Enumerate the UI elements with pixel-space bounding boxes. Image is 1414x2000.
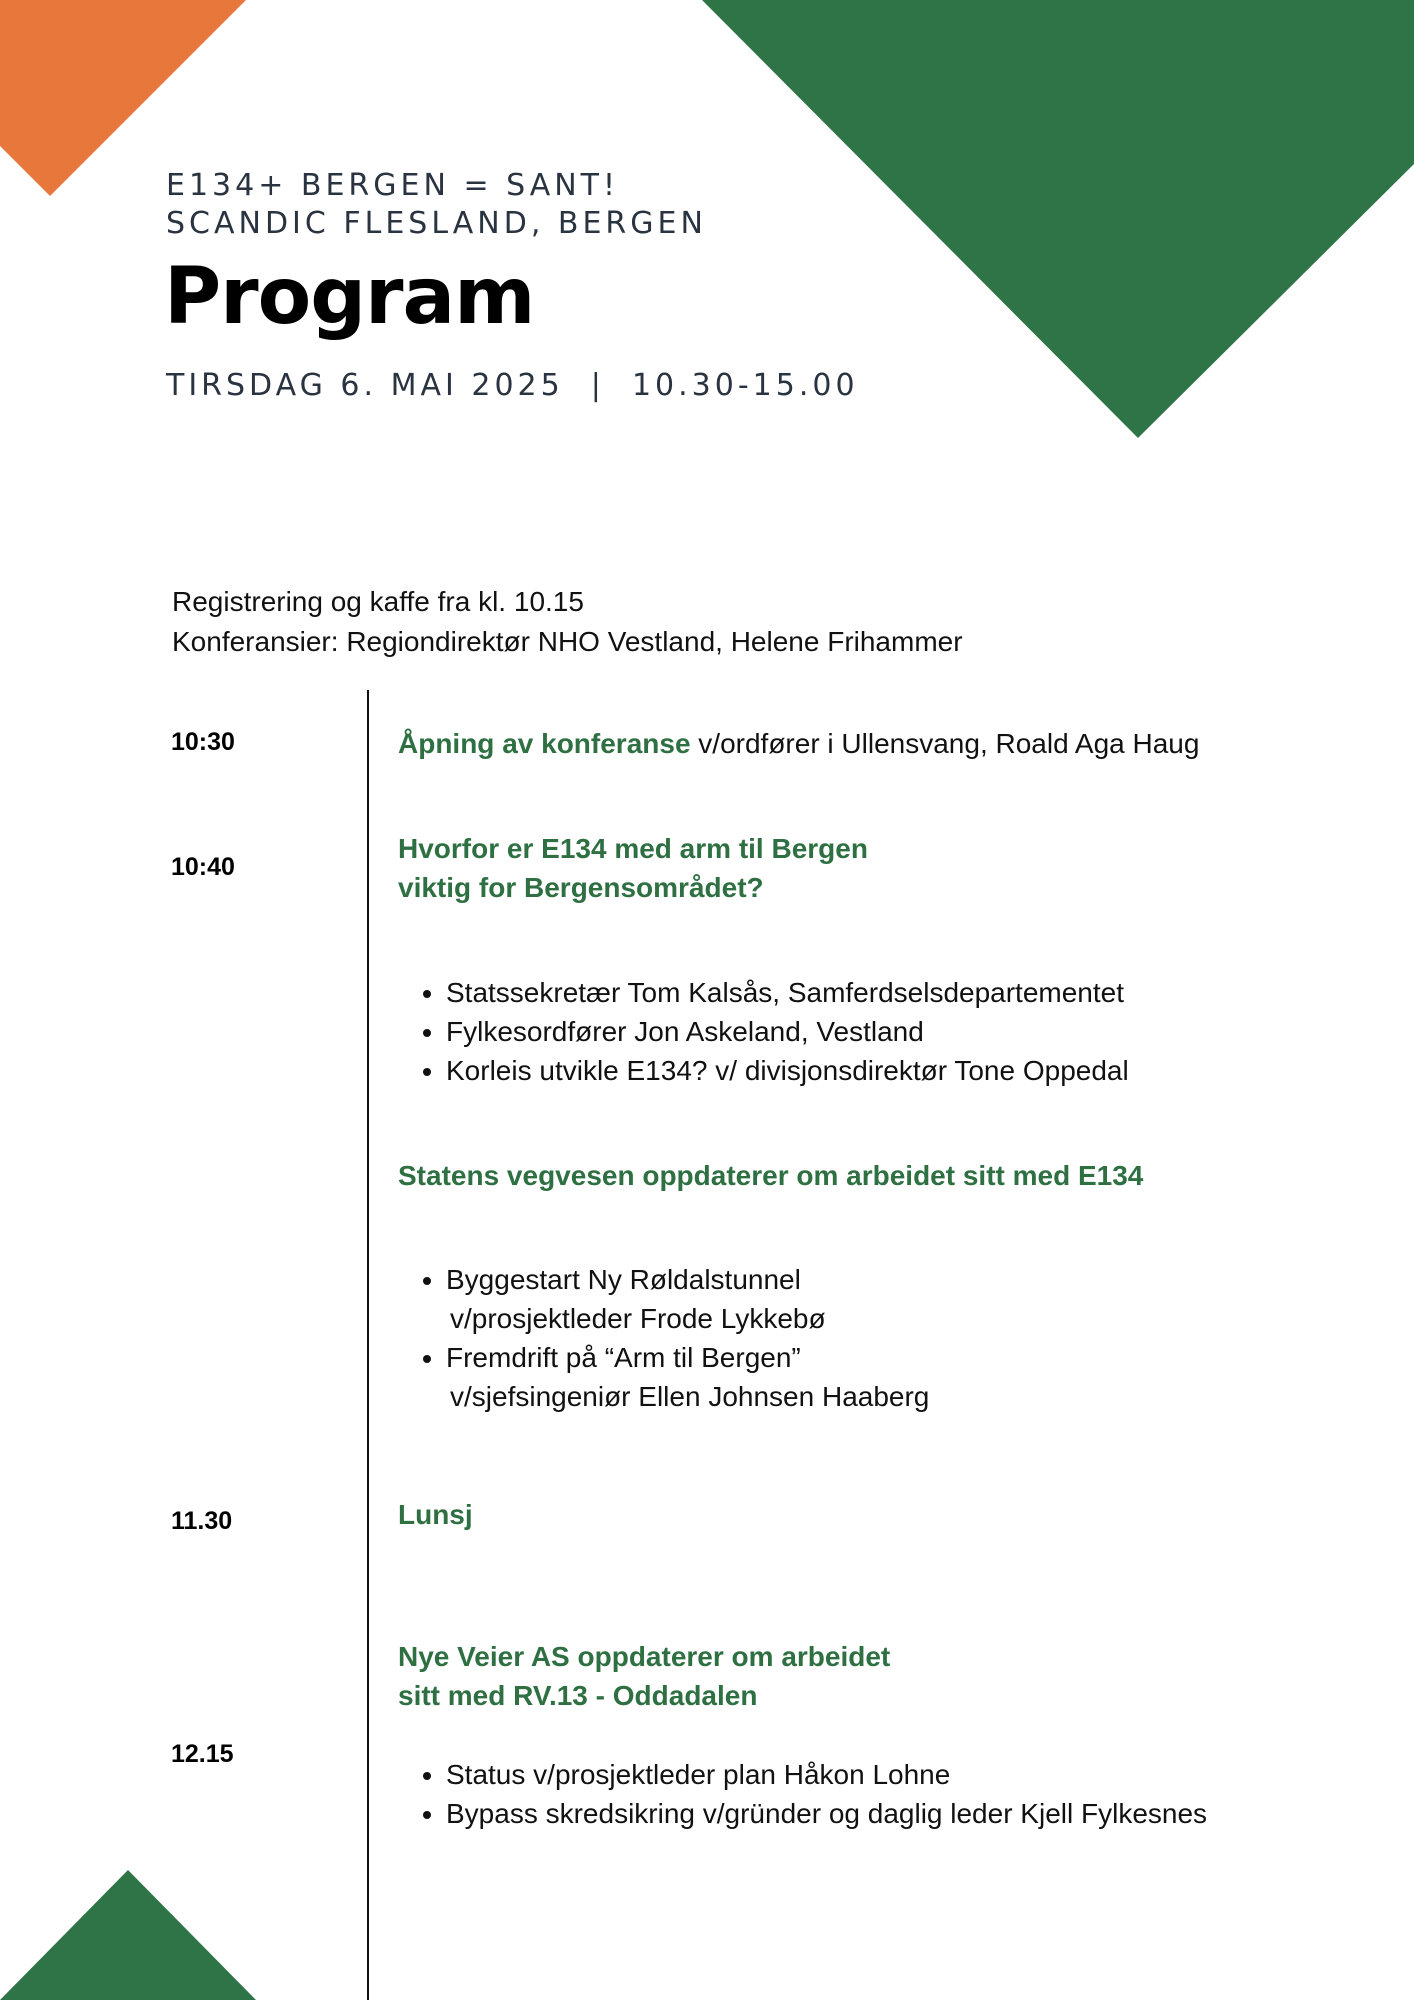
time-1130: 11.30 — [171, 1507, 233, 1535]
time-1215: 12.15 — [171, 1740, 234, 1768]
list-item: • Statssekretær Tom Kalsås, Samferdselsdepartementet — [446, 973, 1129, 1012]
opening-speaker: v/ordfører i Ullensvang, Roald Aga Haug — [690, 728, 1200, 759]
time-1040: 10:40 — [171, 853, 235, 881]
bullet-text: Fremdrift på “Arm til Bergen” — [446, 1342, 801, 1373]
event-date: TIRSDAG 6. MAI 2025 | 10.30-15.00 — [166, 368, 859, 403]
page-title: Program — [164, 252, 535, 342]
list-item: • Bypass skredsikring v/gründer og daglig leder Kjell Fylkesnes — [446, 1794, 1207, 1833]
nye-veier-list — [398, 1755, 1207, 1833]
list-item — [446, 1338, 929, 1416]
bullet-subtext: v/sjefsingeniør Ellen Johnsen Haaberg — [450, 1381, 930, 1412]
timeline-divider — [367, 690, 369, 2000]
svv-list — [398, 1260, 929, 1416]
green-bottom-triangle — [0, 1870, 260, 2000]
heading-line: Hvorfor er E134 med arm til Bergen — [398, 833, 868, 864]
event-venue: SCANDIC FLESLAND, BERGEN — [166, 206, 707, 241]
list-item — [446, 1260, 929, 1338]
list-item: • Fylkesordfører Jon Askeland, Vestland — [446, 1012, 1129, 1051]
time-1030: 10:30 — [171, 728, 235, 756]
agenda-heading-lunch: Lunsj — [398, 1499, 473, 1530]
event-title: E134+ BERGEN = SANT! — [166, 168, 620, 203]
heading-line: viktig for Bergensområdet? — [398, 872, 764, 903]
intro — [172, 582, 963, 662]
agenda-heading-why-e134 — [398, 829, 868, 907]
agenda-heading-nye-veier — [398, 1637, 890, 1715]
heading-line: Nye Veier AS oppdaterer om arbeidet — [398, 1641, 891, 1672]
list-item: • Korleis utvikle E134? v/ divisjonsdirektør Tone Oppedal — [446, 1051, 1129, 1090]
agenda-heading-svv: Statens vegvesen oppdaterer om arbeidet sitt med E134 — [398, 1160, 1144, 1191]
speaker-list — [398, 973, 1129, 1090]
registration-note: Registrering og kaffe fra kl. 10.15 — [172, 586, 584, 617]
bullet-subtext: v/prosjektleder Frode Lykkebø — [450, 1303, 826, 1334]
bullet-text: Byggestart Ny Røldalstunnel — [446, 1264, 801, 1295]
host-note: Konferansier: Regiondirektør NHO Vestland, Helene Frihammer — [172, 626, 963, 657]
heading-line: sitt med RV.13 - Oddadalen — [398, 1680, 758, 1711]
list-item: • Status v/prosjektleder plan Håkon Lohne — [446, 1755, 1207, 1794]
agenda-item-opening — [398, 724, 1199, 763]
opening-heading: Åpning av konferanse — [398, 728, 691, 759]
